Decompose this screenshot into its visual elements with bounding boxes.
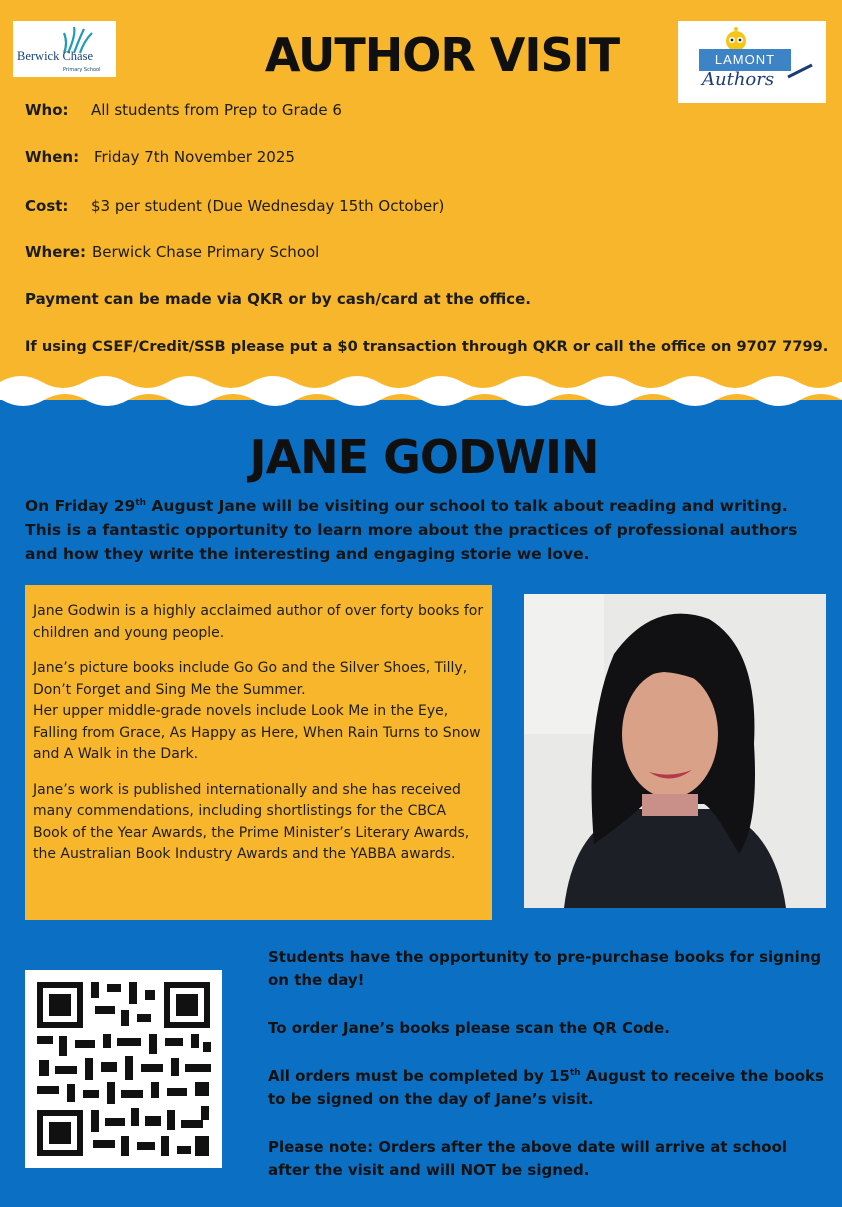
- orders-p3: [268, 1065, 828, 1111]
- orders-section: [268, 946, 828, 1207]
- orders-p3-pre: All orders must be completed by 15: [268, 1067, 570, 1085]
- wave-divider: [0, 370, 842, 415]
- page-title: AUTHOR VISIT: [264, 28, 620, 82]
- csef-note: If using CSEF/Credit/SSB please put a $0 transaction through QKR or call the office on 9707 7799.: [25, 338, 829, 355]
- who-value: All students from Prep to Grade 6: [91, 101, 342, 119]
- pencil-icon: [786, 61, 816, 81]
- cost-label: Cost:: [25, 197, 69, 215]
- author-photo: [524, 594, 826, 908]
- author-intro: [25, 494, 815, 566]
- who-row: [25, 100, 342, 120]
- orders-p1: Students have the opportunity to pre-purchase books for signing on the day!: [268, 948, 822, 989]
- bio-p3: Jane’s work is published internationally and she has received many commendations, including shortlistings for the CBCA Book of the Year Awards, the Prime Minister’s Literary Awards, the Australian Book Industry Awards and the YABBA awards.: [33, 781, 470, 862]
- bio-p2a: Jane’s picture books include Go Go and the Silver Shoes, Tilly, Don’t Forget and Sing Me the Summer.: [33, 660, 468, 698]
- cost-value: $3 per student (Due Wednesday 15th October): [91, 197, 445, 215]
- who-label: Who:: [25, 101, 69, 119]
- bio-p2b: Her upper middle-grade novels include Look Me in the Eye, Falling from Grace, As Happy as Here, When Rain Turns to Snow and A Walk in the Dark.: [33, 703, 481, 762]
- intro-sup: th: [135, 497, 147, 508]
- orders-p3-post: August to receive the books to be signed on the day of Jane’s visit.: [268, 1067, 824, 1108]
- intro-pre: On Friday 29: [25, 497, 136, 515]
- author-name: JANE GODWIN: [249, 430, 599, 484]
- logo-right-script: Authors: [702, 69, 775, 90]
- bio-p1: Jane Godwin is a highly acclaimed author of over forty books for children and young people.: [33, 603, 484, 641]
- orders-p2: To order Jane’s books please scan the QR Code.: [268, 1019, 670, 1037]
- where-label: Where:: [25, 243, 86, 261]
- cost-row: [25, 196, 444, 216]
- when-value: Friday 7th November 2025: [94, 148, 295, 166]
- orders-p3-sup: th: [569, 1068, 581, 1078]
- where-value: Berwick Chase Primary School: [92, 243, 320, 261]
- intro-post: August Jane will be visiting our school to talk about reading and writing. This is a fantastic opportunity to learn more about the practices of professional authors and how they write the interesting and engaging storie we love.: [25, 497, 798, 563]
- lamont-authors-logo: [678, 21, 826, 103]
- mascot-icon: [722, 25, 750, 51]
- bio-box: [25, 585, 492, 920]
- when-label: When:: [25, 148, 80, 166]
- when-row: [25, 147, 295, 167]
- where-row: [25, 242, 319, 262]
- logo-left-name: Berwick Chase: [17, 49, 94, 63]
- orders-p4: Please note: Orders after the above date will arrive at school after the visit and will NOT be signed.: [268, 1138, 788, 1179]
- qr-code[interactable]: [25, 970, 222, 1168]
- logo-right-box: LAMONT: [699, 49, 791, 71]
- logo-left-sub: Primary School: [63, 67, 101, 73]
- payment-note: Payment can be made via QKR or by cash/card at the office.: [25, 290, 531, 308]
